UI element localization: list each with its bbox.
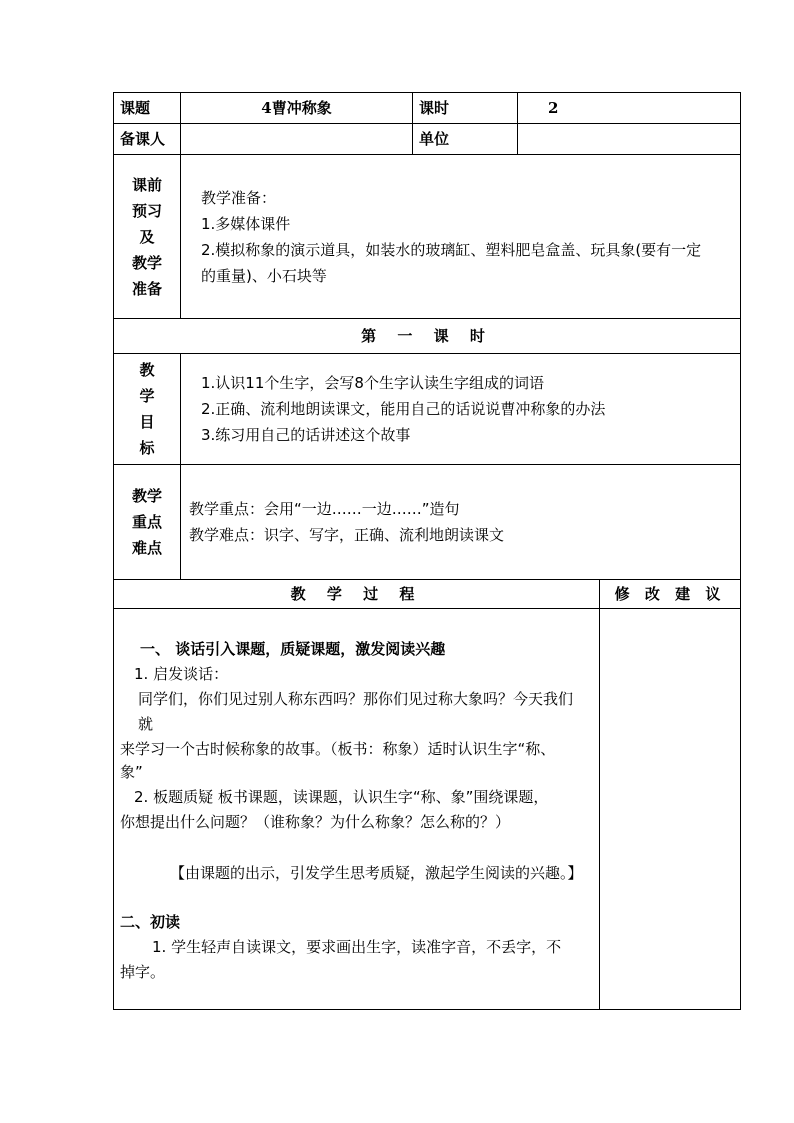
prep-content — [181, 155, 741, 319]
goal-item: 3.练习用自己的话讲述这个故事 — [201, 426, 411, 444]
topic-row — [114, 93, 741, 124]
period-label: 课时 — [413, 93, 518, 124]
goal-item: 2.正确、流利地朗读课文，能用自己的话说说曹冲称象的办法 — [201, 400, 606, 418]
suggestion-content — [600, 609, 741, 1010]
suggestion-header: 修 改 建 议 — [600, 580, 741, 609]
section2-title: 二、初读 — [120, 913, 181, 931]
step1-line: 来学习一个古时候称象的故事。（板书：称象）适时认识生字“称、 — [120, 740, 556, 758]
goal-item: 1.认识11个生字，会写8个生字认读生字组成的词语 — [201, 374, 544, 392]
prep-row — [114, 155, 741, 319]
topic-value: 4曹冲称象 — [181, 93, 413, 124]
first-period-row — [114, 319, 741, 354]
step1-line: 就 — [138, 715, 154, 733]
unit-value — [518, 124, 741, 155]
focus-content — [181, 465, 741, 580]
prep-item: 1.多媒体课件 — [201, 214, 291, 233]
section1-title: 一、 谈话引入课题，质疑课题，激发阅读兴趣 — [140, 640, 446, 658]
step2-line: 你想提出什么问题？（谁称象？为什么称象？怎么称的？） — [120, 813, 511, 831]
step1-line: 象” — [120, 763, 143, 781]
prep-item: 2.模拟称象的演示道具，如装水的玻璃缸、塑料肥皂盒盖、玩具象(要有一定 — [201, 240, 702, 259]
focus-item: 教学难点：识字、写字，正确、流利地朗读课文 — [189, 526, 505, 544]
read1-line: 掉字。 — [120, 963, 166, 981]
focus-label: 教学 重点 难点 — [114, 465, 181, 580]
focus-row — [114, 465, 741, 580]
step1-label: 1. 启发谈话： — [134, 665, 229, 683]
prep-title: 教学准备： — [201, 188, 277, 207]
period-value: 2 — [518, 93, 741, 124]
read1-line: 1. 学生轻声自读课文，要求画出生字，读准字音，不丢字，不 — [152, 938, 562, 956]
prep-item: 的重量)、小石块等 — [201, 266, 327, 285]
preparer-value — [181, 124, 413, 155]
topic-label: 课题 — [114, 93, 181, 124]
goals-label: 教 学 目 标 — [114, 354, 181, 465]
lesson-plan-table — [113, 92, 741, 1010]
process-content — [114, 609, 600, 1010]
note: 【由课题的出示，引发学生思考质疑，激起学生阅读的兴趣。】 — [170, 864, 583, 882]
preparer-row — [114, 124, 741, 155]
first-period-title: 第 一 课 时 — [114, 319, 741, 354]
goals-row — [114, 354, 741, 465]
step1-line: 同学们，你们见过别人称东西吗？那你们见过称大象吗？今天我们 — [138, 690, 574, 708]
preparer-label: 备课人 — [114, 124, 181, 155]
process-header-row — [114, 580, 741, 609]
prep-label: 课前 预习 及 教学 准备 — [114, 155, 181, 319]
goals-content — [181, 354, 741, 465]
unit-label: 单位 — [413, 124, 518, 155]
focus-item: 教学重点：会用“一边……一边……”造句 — [189, 500, 460, 518]
process-header: 教 学 过 程 — [114, 580, 600, 609]
step2-line: 2. 板题质疑 板书课题，读课题，认识生字“称、象”围绕课题， — [134, 788, 549, 806]
process-row — [114, 609, 741, 1010]
